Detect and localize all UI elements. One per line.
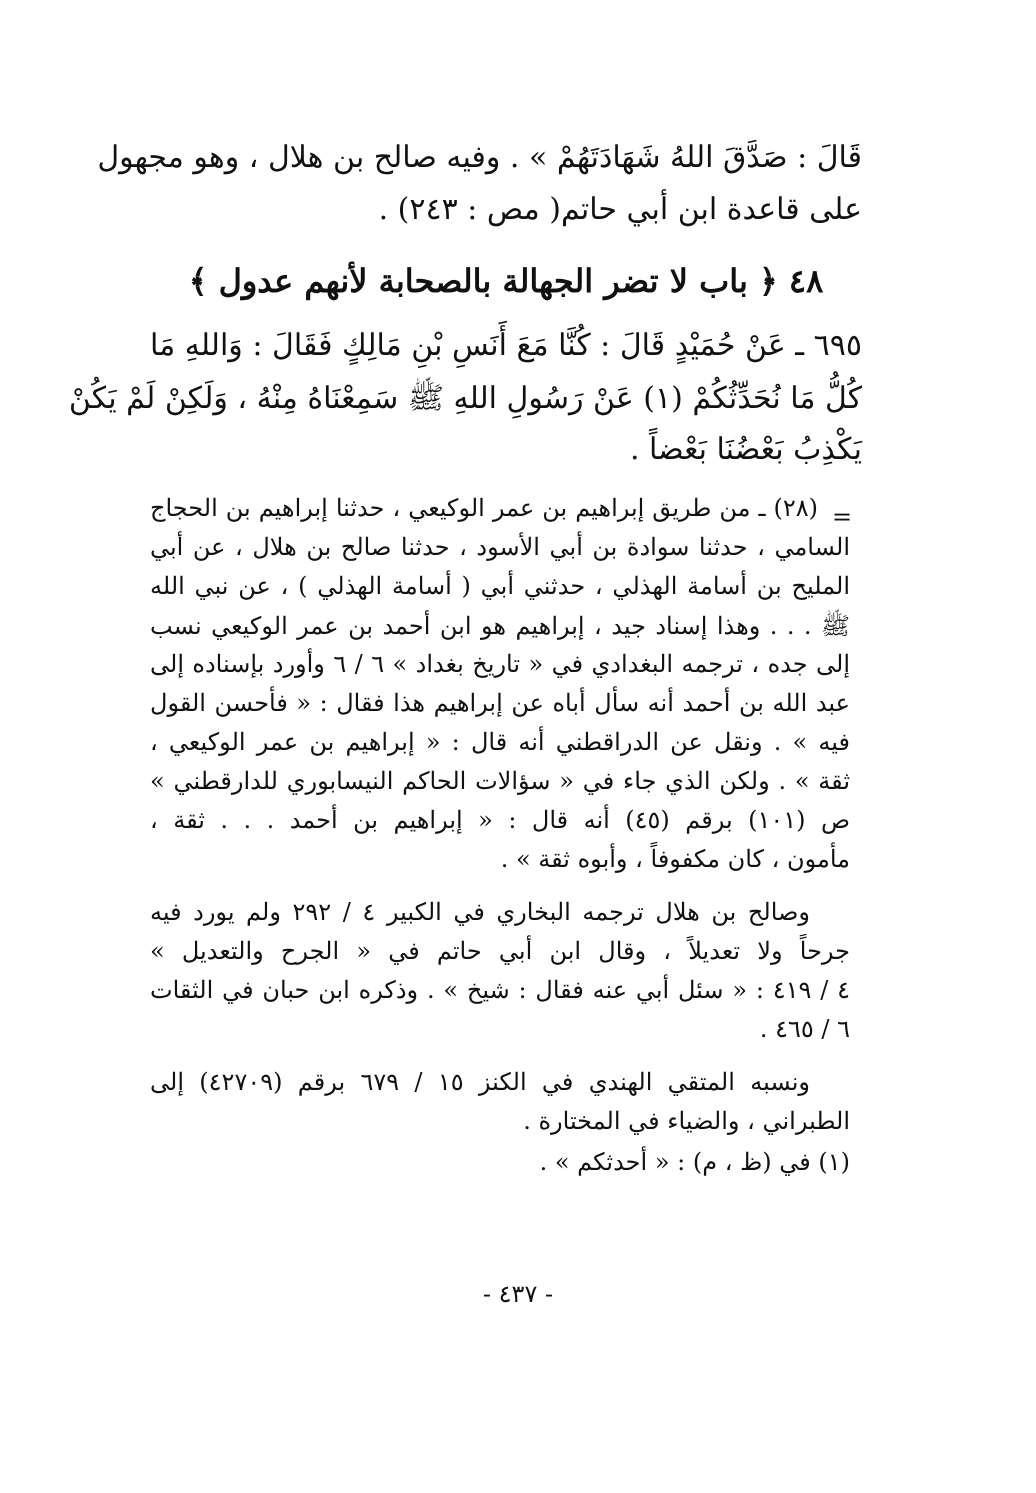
footnote-line: المليح بن أسامة الهذلي ، حدثني أبي ( أسامة الهذلي ) ، عن نبي الله — [150, 572, 850, 600]
main-text-line-2: على قاعدة ابن أبي حاتم( مص : ٢٤٣) . — [378, 192, 862, 227]
footnote-line: وصالح بن هلال ترجمه البخاري في الكبير ٤ / ٢٩٢ ولم يورد فيه — [150, 898, 810, 926]
page-number: - ٤٣٧ - — [482, 1280, 554, 1308]
footnote-line: ﷺ . . . وهذا إسناد جيد ، إبراهيم هو ابن أحمد بن عمر الوكيعي نسب — [150, 612, 850, 640]
footnote-line: ونسبه المتقي الهندي في الكنز ١٥ / ٦٧٩ برقم (٤٢٧٠٩) إلى — [150, 1068, 810, 1096]
footnote-line: ثقة » . ولكن الذي جاء في « سؤالات الحاكم النيسابوري للدارقطني » — [150, 767, 850, 795]
hadith-line-2: كُلُّ مَا نُحَدِّثُكُمْ (١) عَنْ رَسُولِ اللهِ ﷺ سَمِعْنَاهُ مِنْهُ ، وَلَكِنْ لَمْ يَكُنْ — [68, 381, 862, 416]
footnote-line: عبد الله بن أحمد أنه سأل أباه عن إبراهيم هذا فقال : « فأحسن القول — [150, 689, 850, 717]
footnote-line: ص (١٠١) برقم (٤٥) أنه قال : « إبراهيم بن أحمد . . . ثقة ، — [150, 806, 850, 834]
continuation-mark: = — [832, 503, 853, 531]
footnote-line: (٢٨) ـ من طريق إبراهيم بن عمر الوكيعي ، حدثنا إبراهيم بن الحجاج — [150, 494, 818, 522]
footnote-line: ٤ / ٤١٩ : « سئل أبي عنه فقال : شيخ » . وذكره ابن حبان في الثقات — [150, 976, 851, 1004]
footnote-line: فيه » . ونقل عن الدراقطني أنه قال : « إبراهيم بن عمر الوكيعي ، — [150, 728, 850, 756]
footnote-line: السامي ، حدثنا سوادة بن أبي الأسود ، حدثنا صالح بن هلال ، عن أبي — [150, 533, 850, 561]
footnote-line: الطبراني ، والضياء في المختارة . — [523, 1107, 850, 1135]
footnote-line: ٦ / ٤٦٥ . — [759, 1015, 850, 1043]
footnote-line: جرحاً ولا تعديلاً ، وقال ابن أبي حاتم في « الجرح والتعديل » — [150, 937, 850, 965]
footnote-line: مأمون ، كان مكفوفاً ، وأبوه ثقة » . — [500, 845, 850, 873]
section-heading: ٤٨ ﴿ باب لا تضر الجهالة بالصحابة لأنهم عدول ﴾ — [188, 262, 824, 300]
footnote-note-1: (١) في (ظ ، م) : « أحدثكم » . — [539, 1148, 850, 1176]
hadith-line-3: يَكْذِبُ بَعْضُنَا بَعْضاً . — [629, 432, 862, 467]
hadith-line-1: ٦٩٥ ـ عَنْ حُمَيْدٍ قَالَ : كُنَّا مَعَ أَنَسِ بْنِ مَالِكٍ فَقَالَ : وَاللهِ مَا — [150, 328, 862, 363]
main-text-line-1: قَالَ : صَدَّقَ اللهُ شَهَادَتَهُمْ » . وفيه صالح بن هلال ، وهو مجهول — [97, 140, 862, 175]
footnote-line: إلى جده ، ترجمه البغدادي في « تاريخ بغداد » ٦ / ٦ وأورد بإسناده إلى — [150, 650, 851, 678]
